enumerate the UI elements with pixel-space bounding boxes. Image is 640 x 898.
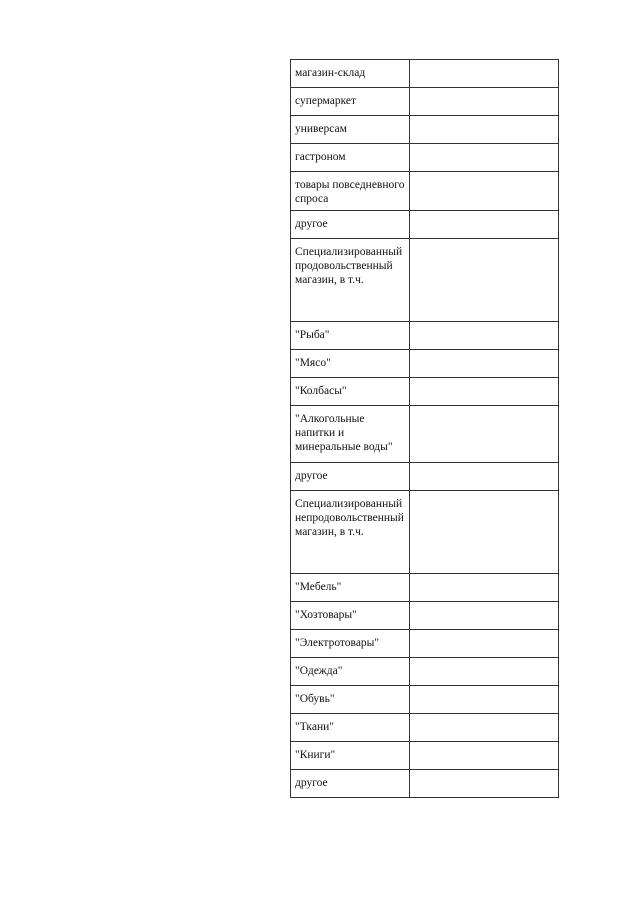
row-label-cell: [291, 742, 410, 770]
row-label-cell: [291, 602, 410, 630]
row-value-cell[interactable]: [410, 350, 559, 378]
row-value-cell[interactable]: [410, 60, 559, 88]
table-row: [291, 239, 559, 322]
table-row: [291, 88, 559, 116]
row-label: "Колбасы": [295, 385, 347, 397]
table-row: [291, 378, 559, 406]
table-row: [291, 60, 559, 88]
row-value-cell[interactable]: [410, 463, 559, 491]
row-value-cell[interactable]: [410, 491, 559, 574]
row-label-cell: [291, 686, 410, 714]
table-body: [291, 60, 559, 798]
row-label: "Электротовары": [295, 637, 380, 649]
row-value: [410, 60, 558, 66]
row-value-cell[interactable]: [410, 602, 559, 630]
table-row: [291, 406, 559, 463]
row-label-cell: [291, 211, 410, 239]
row-label: другое: [295, 777, 328, 789]
row-value: [410, 378, 558, 384]
row-value: [410, 172, 558, 178]
row-label-cell: [291, 172, 410, 211]
table-row: [291, 491, 559, 574]
row-label-cell: [291, 574, 410, 602]
row-value: [410, 714, 558, 720]
row-label-cell: [291, 378, 410, 406]
row-label: "Мебель": [295, 581, 342, 593]
row-label-cell: [291, 714, 410, 742]
row-label: "Хозтовары": [295, 609, 357, 621]
row-value-cell[interactable]: [410, 658, 559, 686]
row-value: [410, 322, 558, 328]
row-value: [410, 602, 558, 608]
table-row: [291, 322, 559, 350]
table-row: [291, 172, 559, 211]
table-row: [291, 211, 559, 239]
row-value-cell[interactable]: [410, 239, 559, 322]
row-value-cell[interactable]: [410, 574, 559, 602]
row-label-cell: [291, 630, 410, 658]
row-label-cell: [291, 60, 410, 88]
row-label-cell: [291, 658, 410, 686]
row-label-cell: [291, 116, 410, 144]
row-label: товары повседневного спроса: [295, 179, 405, 205]
row-label: Специализированный непродовольственный магазин, в т.ч.: [295, 498, 404, 538]
row-value-cell[interactable]: [410, 144, 559, 172]
row-value-cell[interactable]: [410, 88, 559, 116]
table-row: [291, 630, 559, 658]
row-label: универсам: [295, 123, 347, 135]
row-value-cell[interactable]: [410, 378, 559, 406]
table-row: [291, 686, 559, 714]
row-value: [410, 144, 558, 150]
table-row: [291, 463, 559, 491]
row-label-cell: [291, 88, 410, 116]
row-value-cell[interactable]: [410, 630, 559, 658]
row-value-cell[interactable]: [410, 322, 559, 350]
row-value: [410, 211, 558, 217]
row-value-cell[interactable]: [410, 211, 559, 239]
row-label-cell: [291, 463, 410, 491]
table-row: [291, 602, 559, 630]
row-label-cell: [291, 406, 410, 463]
row-value-cell[interactable]: [410, 742, 559, 770]
table-row: [291, 658, 559, 686]
row-value: [410, 658, 558, 664]
row-label: гастроном: [295, 151, 346, 163]
row-label: "Ткани": [295, 721, 334, 733]
row-label-cell: [291, 770, 410, 798]
row-label-cell: [291, 491, 410, 574]
row-label: Специализированный продовольственный магазин, в т.ч.: [295, 246, 403, 286]
row-value-cell[interactable]: [410, 714, 559, 742]
row-value: [410, 239, 558, 245]
row-label-cell: [291, 322, 410, 350]
row-label: "Книги": [295, 749, 336, 761]
row-label: "Обувь": [295, 693, 335, 705]
table-row: [291, 574, 559, 602]
row-label: другое: [295, 218, 328, 230]
row-value: [410, 463, 558, 469]
row-label: магазин-склад: [295, 67, 366, 79]
row-label: супермаркет: [295, 95, 357, 107]
row-label-cell: [291, 350, 410, 378]
table-row: [291, 770, 559, 798]
table-row: [291, 116, 559, 144]
row-value: [410, 406, 558, 412]
table-row: [291, 742, 559, 770]
row-label-cell: [291, 239, 410, 322]
row-label: "Рыба": [295, 329, 330, 341]
row-value: [410, 686, 558, 692]
row-value: [410, 491, 558, 497]
row-value-cell[interactable]: [410, 686, 559, 714]
row-value: [410, 630, 558, 636]
row-value: [410, 574, 558, 580]
row-value-cell[interactable]: [410, 172, 559, 211]
row-label: "Мясо": [295, 357, 331, 369]
table-row: [291, 144, 559, 172]
table-row: [291, 714, 559, 742]
row-value: [410, 88, 558, 94]
row-label: "Одежда": [295, 665, 343, 677]
store-types-table: [290, 59, 559, 798]
row-label-cell: [291, 144, 410, 172]
row-value-cell[interactable]: [410, 116, 559, 144]
row-value: [410, 350, 558, 356]
table-row: [291, 350, 559, 378]
row-label: другое: [295, 470, 328, 482]
row-value: [410, 116, 558, 122]
row-value: [410, 770, 558, 776]
row-value-cell[interactable]: [410, 770, 559, 798]
row-value: [410, 742, 558, 748]
row-value-cell[interactable]: [410, 406, 559, 463]
row-label: "Алкогольные напитки и минеральные воды": [295, 413, 393, 453]
